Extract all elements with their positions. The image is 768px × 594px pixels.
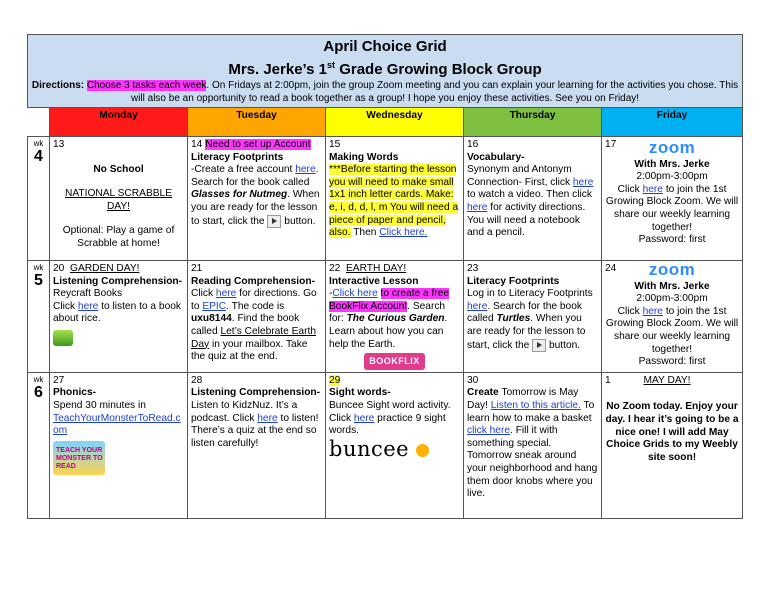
listen-link[interactable]: here	[77, 300, 99, 312]
text: . Search for the book called	[191, 164, 319, 188]
corner-cell	[28, 108, 50, 137]
text: -Create a free account	[191, 164, 293, 176]
podcast-link[interactable]: here	[257, 412, 278, 424]
event-label: NATIONAL SCRABBLE DAY!	[65, 188, 172, 212]
text: . The code is	[226, 300, 285, 312]
date: 17	[605, 139, 617, 150]
week-number: 4	[34, 148, 43, 165]
date: 20	[53, 263, 65, 274]
cell-title: Literacy Footprints	[467, 275, 560, 287]
text: . Search for:	[329, 300, 446, 325]
text: button.	[284, 215, 316, 227]
basket-link[interactable]: click here	[467, 425, 511, 437]
week-label-text: wk	[33, 263, 44, 272]
event-label: GARDEN DAY!	[70, 263, 140, 274]
date: 13	[53, 139, 65, 150]
zoom-join-link[interactable]: here	[642, 305, 663, 317]
text: . When you are ready for the lesson to start, click the	[191, 189, 320, 227]
cell-text: Reycraft Books	[53, 288, 123, 300]
event-label: EARTH DAY!	[346, 263, 407, 274]
making-words-link[interactable]: Click here.	[379, 227, 428, 239]
date: 15	[329, 139, 341, 150]
highlight-text: to create a free BookFlix Account	[329, 288, 450, 312]
text: To learn how to make a basket	[467, 399, 595, 424]
buncee-link[interactable]: here	[353, 412, 375, 424]
date: 14	[191, 139, 203, 150]
article-link[interactable]: Listen to this article.	[490, 399, 581, 411]
bookflix-logo: BOOKFLIX	[364, 353, 425, 370]
cell-title: No School	[93, 163, 144, 175]
cell-apr-28	[188, 372, 326, 518]
cell-head	[53, 263, 184, 276]
book-title: Turtles	[496, 313, 531, 325]
date: 1	[605, 374, 611, 386]
directions-label: Directions:	[31, 80, 85, 91]
text: to join the 1st Growing Block Zoom. We will share our weekly learning together!	[605, 183, 739, 233]
highlight-text: ***Before starting the lesson you will need to make small 1x1 inch letter cards. Make: e, i, d, d, l, m You will need a piece of paper and pencil, also.	[329, 164, 459, 239]
cell-apr-13	[50, 137, 188, 261]
text: Log in to Literacy Footprints	[467, 288, 593, 300]
buncee-dot-icon	[416, 444, 429, 457]
cell-body	[329, 400, 460, 438]
page-title: April Choice Grid	[323, 38, 447, 55]
title-text: Listening Comprehension	[53, 275, 179, 287]
cell-may-1	[602, 372, 743, 518]
title-text: Sight words	[329, 387, 388, 399]
text: to listen! There’s a quiz at the end so listen carefully!	[191, 412, 319, 449]
play-icon	[267, 215, 281, 228]
text: to listen to a book about rice.	[53, 300, 182, 325]
week-row-4	[28, 137, 743, 261]
header-row	[28, 35, 743, 108]
text: Tomorrow is May Day!	[467, 387, 579, 411]
week-label-4	[28, 137, 50, 261]
cell-text: Optional: Play a game of Scrabble at home!	[62, 225, 175, 249]
subtitle-sup: st	[327, 60, 336, 70]
text: . Search for the book called	[467, 300, 582, 325]
cell-title: Interactive Lesson	[329, 275, 419, 287]
cell-text: No Zoom today. Enjoy your day. I hear it’s going to be a nice one! I will add May Choice Grids to my Weebly site soon!	[605, 401, 739, 463]
text: Listen to KidzNuz. It’s a podcast. Click	[191, 399, 298, 424]
cell-body	[191, 288, 322, 364]
cell-apr-14	[188, 137, 326, 261]
cell-body	[191, 400, 322, 450]
literacy-footprints-link[interactable]: here	[467, 300, 488, 312]
date: 22	[329, 263, 341, 274]
epic-link[interactable]: EPIC	[202, 300, 227, 312]
cell-apr-30	[464, 372, 602, 518]
subtitle-text: Mrs. Jerke’s 1	[228, 61, 328, 78]
week-label-text: wk	[33, 139, 44, 148]
directions-text: . On Fridays at 2:00pm, join the group Zoom meeting and you can explain your learning for the activities you chose. This will also be an opportunity to read a book together as a group! I hope you enjoy these activities. See you on Friday!	[130, 80, 739, 104]
text: practice 9 sight words.	[329, 412, 446, 437]
monster-logo-text: TEACH YOUR MONSTER TO READ	[56, 446, 103, 470]
cell-title: Reading Comprehension-	[191, 275, 315, 287]
week-number: 5	[34, 272, 43, 289]
cell-body	[53, 301, 184, 326]
class-code: uxu8144	[191, 313, 232, 325]
zoom-password: Password: first	[638, 356, 706, 368]
cell-text: Spend 30 minutes in	[53, 399, 146, 411]
cell-body	[467, 288, 598, 352]
cell-apr-29	[326, 372, 464, 518]
days-row	[28, 108, 743, 137]
cell-title: With Mrs. Jerke	[634, 280, 710, 292]
week-label-6	[28, 372, 50, 518]
directions-link[interactable]: here	[467, 201, 488, 213]
bookflix-link[interactable]: Click here	[332, 288, 378, 300]
cell-title: Listening Comprehension-	[53, 275, 183, 287]
date: 28	[191, 374, 203, 386]
day-tuesday: Tuesday	[188, 108, 326, 137]
week-label-5	[28, 261, 50, 373]
day-monday: Monday	[50, 108, 188, 137]
meeting-time: 2:00pm-3:00pm	[636, 293, 708, 305]
page-subtitle	[31, 56, 739, 79]
garden-icon	[53, 330, 73, 346]
text: Click	[617, 183, 640, 195]
date: 27	[53, 374, 65, 386]
cell-title: Making Words	[329, 151, 399, 163]
week-number: 6	[34, 383, 43, 401]
cell-head	[191, 139, 322, 152]
title-text: Listening Comprehension	[191, 387, 317, 399]
text: Then	[353, 227, 377, 239]
book-title: Let’s Celebrate Earth Day	[191, 325, 316, 350]
cell-apr-15	[326, 137, 464, 261]
event-label: MAY DAY!	[643, 374, 691, 386]
subtitle-text-post: Grade Growing Block Group	[335, 61, 542, 78]
cell-head	[329, 263, 460, 276]
cell-title: Listening Comprehension-	[191, 387, 321, 399]
cell-title: With Mrs. Jerke	[634, 158, 710, 170]
text: in your mailbox. Take the quiz at the end.	[191, 338, 308, 363]
monster-logo	[53, 441, 105, 475]
cell-apr-24	[602, 261, 743, 373]
directions-highlight: Choose 3 tasks each week	[86, 80, 207, 91]
text: -	[329, 288, 333, 300]
cell-body	[467, 387, 598, 500]
zoom-logo: zoom	[648, 137, 696, 157]
title-text: Phonics	[53, 387, 93, 399]
cell-apr-27	[50, 372, 188, 518]
day-thursday: Thursday	[464, 108, 602, 137]
week-row-5	[28, 261, 743, 373]
text: to watch a video. Then click	[467, 189, 592, 201]
book-title: Glasses for Nutmeg	[191, 189, 288, 201]
cell-head	[605, 375, 739, 388]
meeting-time: 2:00pm-3:00pm	[636, 171, 708, 183]
highlight-note: Need to set up Account	[205, 139, 311, 150]
text: . Learn about how you can help the Earth.	[329, 313, 448, 350]
day-wednesday: Wednesday	[326, 108, 464, 137]
text: . When you are ready for the lesson to start, click the	[467, 313, 586, 351]
cell-title: Sight words-	[329, 387, 391, 399]
tymtr-link[interactable]: TeachYourMonsterToRead.com	[53, 412, 181, 437]
cell-body	[191, 164, 322, 228]
grid-header	[28, 35, 743, 108]
cell-apr-20	[50, 261, 188, 373]
title-text: Vocabulary	[467, 151, 522, 163]
cell-body	[329, 164, 460, 240]
text: button.	[548, 339, 581, 351]
directions	[31, 79, 739, 105]
zoom-join-link[interactable]: here	[642, 183, 663, 195]
account-link[interactable]: here	[295, 164, 316, 176]
date: 24	[605, 263, 617, 274]
date: 30	[467, 374, 479, 386]
cell-apr-16	[464, 137, 602, 261]
text: Click	[53, 300, 76, 312]
cell-apr-23	[464, 261, 602, 373]
text: Buncee Sight word activity. Click	[329, 399, 451, 424]
text: Click	[617, 305, 640, 317]
date: 21	[191, 263, 203, 274]
cell-body	[605, 306, 739, 356]
day-friday: Friday	[602, 108, 743, 137]
book-title: The Curious Garden	[346, 313, 445, 325]
choice-grid-table	[27, 34, 743, 519]
directions-link[interactable]: here	[215, 288, 237, 300]
text: for activity directions. You will need a notebook and a pencil.	[467, 201, 586, 239]
week-label-text: wk	[33, 374, 44, 384]
text: Click	[191, 288, 214, 300]
play-icon	[532, 339, 546, 352]
date: 16	[467, 139, 479, 150]
cell-apr-22	[326, 261, 464, 373]
cell-title: Literacy Footprints	[191, 151, 284, 163]
video-link[interactable]: here	[572, 176, 594, 188]
text: . Find the book called	[191, 313, 300, 337]
cell-title: Create	[467, 387, 499, 399]
cell-title: Vocabulary-	[467, 151, 525, 163]
text: . Fill it with something special. Tomorrow sneak around your neighborhood and hang them door knobs where you live.	[467, 425, 598, 500]
date: 23	[467, 263, 479, 274]
cell-title: Phonics-	[53, 387, 97, 399]
text: to join the 1st Growing Block Zoom. We will share our weekly learning together!	[605, 305, 739, 355]
date: 29	[329, 374, 341, 386]
week-row-6	[28, 372, 743, 518]
cell-apr-21	[188, 261, 326, 373]
cell-apr-17	[602, 137, 743, 261]
zoom-logo: zoom	[648, 259, 696, 279]
buncee-logo-text: buncee	[329, 436, 410, 461]
zoom-password: Password: first	[638, 234, 706, 246]
cell-body	[467, 164, 598, 240]
cell-body	[329, 288, 460, 351]
title-text: Reading Comprehension	[191, 275, 312, 287]
text: for directions. Go to	[191, 288, 317, 312]
text: Synonym and Antonym Connection- First, click	[467, 164, 572, 188]
cell-body	[605, 184, 739, 234]
buncee-logo	[329, 436, 460, 461]
